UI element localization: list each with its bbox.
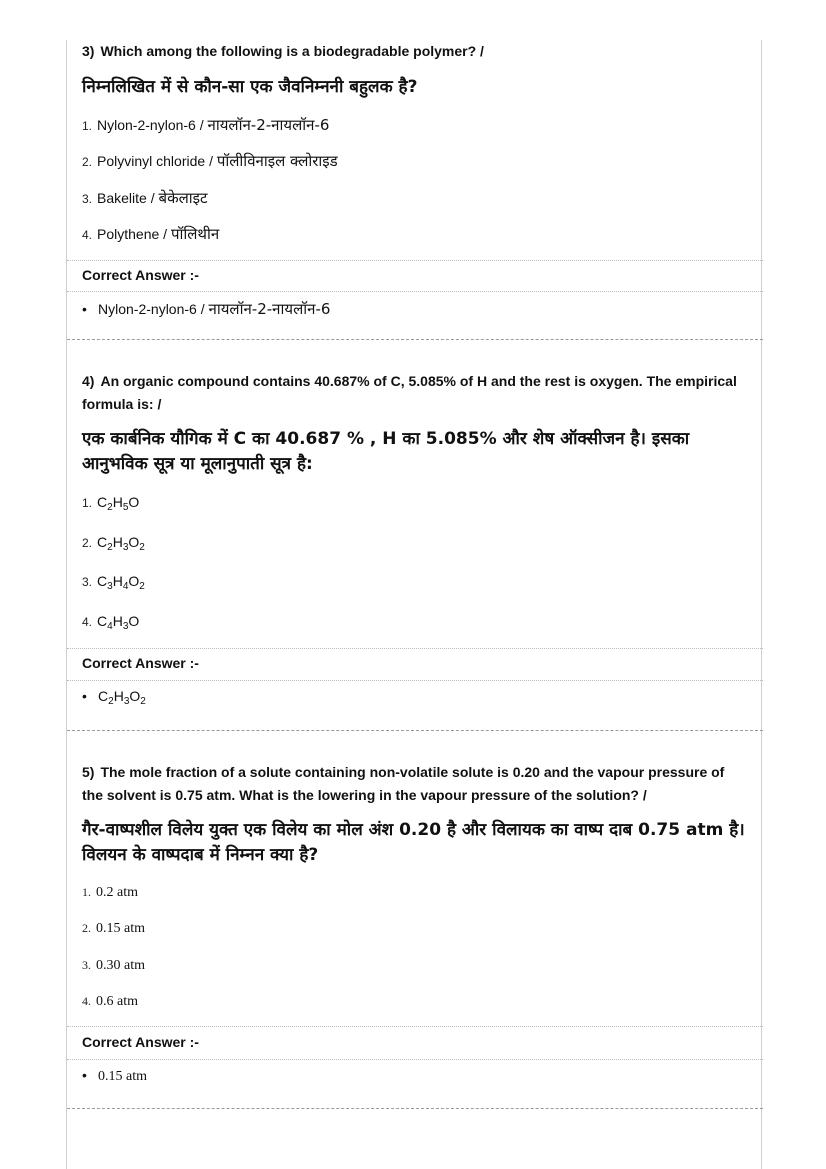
option-1: 1. Nylon-2-nylon-6 / नायलॉन-2-नायलॉन-6 bbox=[82, 116, 330, 134]
correct-answer-label: Correct Answer :- bbox=[82, 655, 199, 671]
divider bbox=[67, 1026, 763, 1027]
divider bbox=[67, 260, 763, 261]
bullet-icon: • bbox=[82, 301, 87, 317]
option-4: 4. 0.6 atm bbox=[82, 994, 138, 1009]
question-separator bbox=[67, 730, 763, 731]
question-separator bbox=[67, 1108, 763, 1109]
option-2: 2. Polyvinyl chloride / पॉलीविनाइल क्लोराइड bbox=[82, 152, 338, 170]
option-4: 4. Polythene / पॉलिथीन bbox=[82, 225, 220, 243]
correct-answer bbox=[82, 688, 146, 707]
correct-answer: • 0.15 atm bbox=[82, 1067, 147, 1084]
question-4-text-hindi: एक कार्बनिक यौगिक में C का 40.687 % , H का 5.085% और शेष ऑक्सीजन है। इसका आनुभविक सूत्र या मूलानुपाती सूत्र है: bbox=[82, 429, 690, 474]
question-5-text bbox=[82, 761, 742, 807]
question-text-en: The mole fraction of a solute containing non-volatile solute is 0.20 and the vapour pressure of the solvent is 0.75 atm. What is the lowering in the vapour pressure of the solution? / bbox=[82, 764, 725, 803]
question-paper-page bbox=[66, 40, 762, 1169]
formula: $C_2H_3O_2$ bbox=[98, 688, 146, 707]
question-number: 4) bbox=[82, 373, 95, 389]
question-3-text-hindi: निम्नलिखित में से कौन-सा एक जैवनिम्ननी बहुलक है? bbox=[82, 77, 418, 97]
divider bbox=[67, 291, 763, 292]
question-number: 3) bbox=[82, 43, 95, 59]
option-4: 4. $C_4H_3O$ bbox=[82, 613, 140, 632]
question-text-en: An organic compound contains 40.687% of C, 5.085% of H and the rest is oxygen. The empirical formula is: / bbox=[82, 373, 737, 412]
correct-answer-label: Correct Answer :- bbox=[82, 267, 199, 283]
divider bbox=[67, 1059, 763, 1060]
option-1: 1. 0.2 atm bbox=[82, 885, 138, 900]
formula: $C_2H_3O_2$ bbox=[97, 534, 145, 553]
bullet-icon: • bbox=[82, 1067, 87, 1083]
option-2: 2. $C_2H_3O_2$ bbox=[82, 534, 145, 553]
divider bbox=[67, 680, 763, 681]
divider bbox=[67, 648, 763, 649]
question-number: 5) bbox=[82, 764, 95, 780]
question-4-text bbox=[82, 370, 742, 416]
question-3-text bbox=[82, 40, 742, 63]
correct-answer-label: Correct Answer :- bbox=[82, 1034, 199, 1050]
question-separator bbox=[67, 339, 763, 340]
question-text-en: Which among the following is a biodegradable polymer? / bbox=[100, 43, 484, 59]
formula: $C_3H_4O_2$ bbox=[97, 573, 145, 592]
option-1: 1. $C_2H_5O$ bbox=[82, 494, 140, 513]
formula: $C_2H_5O$ bbox=[97, 494, 140, 513]
correct-answer: • Nylon-2-nylon-6 / नायलॉन-2-नायलॉन-6 bbox=[82, 300, 331, 318]
option-3: 3. $C_3H_4O_2$ bbox=[82, 573, 145, 592]
formula: $C_4H_3O$ bbox=[97, 613, 140, 632]
option-3: 3. Bakelite / बेकेलाइट bbox=[82, 189, 208, 207]
question-5-text-hindi: गैर-वाष्पशील विलेय युक्त एक विलेय का मोल अंश 0.20 है और विलायक का वाष्प दाब 0.75 atm है। विलयन के वाष्पदाब में निम्नन क्या है? bbox=[82, 820, 745, 865]
option-2: 2. 0.15 atm bbox=[82, 921, 145, 936]
bullet-icon: • bbox=[82, 688, 87, 704]
option-3: 3. 0.30 atm bbox=[82, 958, 145, 973]
